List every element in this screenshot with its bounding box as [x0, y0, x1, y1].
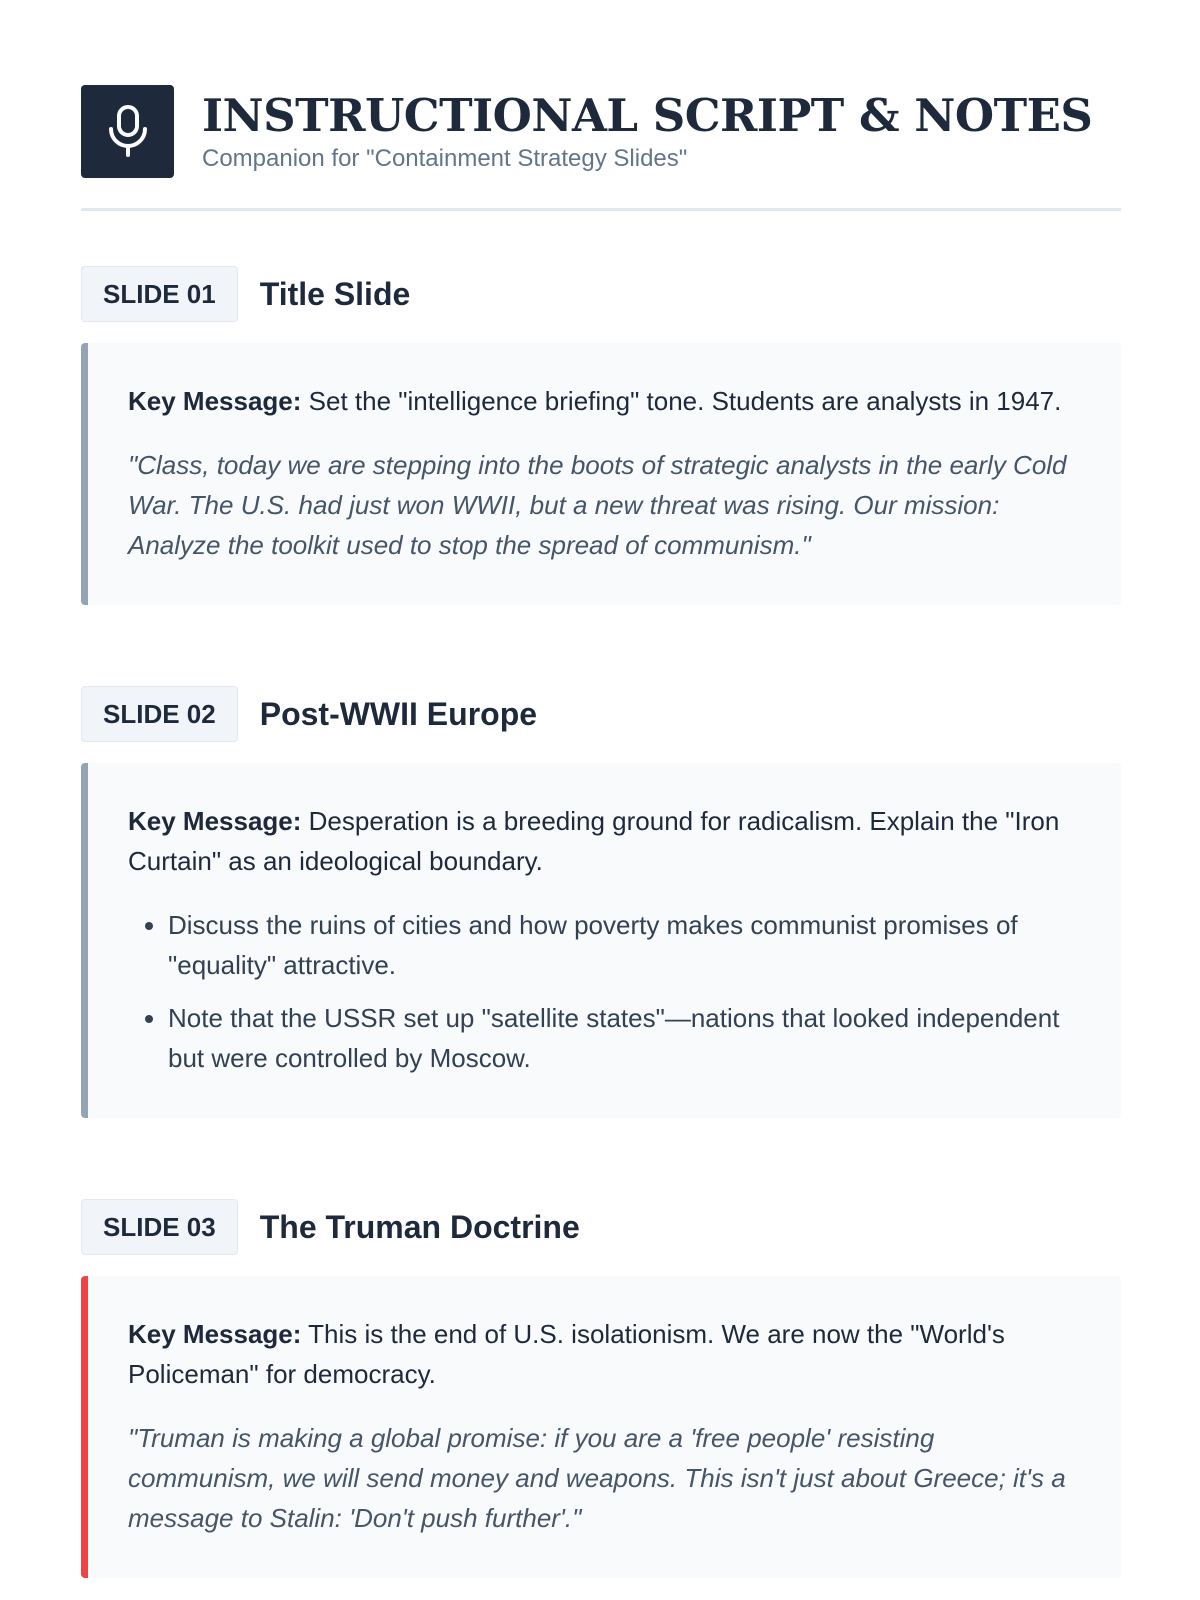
key-message	[128, 381, 1081, 421]
slide-badge: SLIDE 02	[81, 686, 238, 742]
script-quote: "Truman is making a global promise: if you are a 'free people' resisting communism, we will send money and weapons. This isn't just about Greece; it's a message to Stalin: 'Don't push further'."	[128, 1423, 1066, 1533]
key-message-text: Set the "intelligence briefing" tone. Students are analysts in 1947.	[301, 386, 1062, 416]
key-message-text: This is the end of U.S. isolationism. We are now the "World's Policeman" for democracy.	[128, 1319, 1005, 1389]
key-message-text: Desperation is a breeding ground for radicalism. Explain the "Iron Curtain" as an ideological boundary.	[128, 806, 1060, 876]
slide-section-03	[81, 1198, 1121, 1578]
slide-header	[81, 265, 1121, 323]
slide-badge: SLIDE 03	[81, 1199, 238, 1255]
slide-title: Post-WWII Europe	[259, 695, 538, 732]
slide-section-02	[81, 685, 1121, 1118]
header-text	[202, 88, 1092, 174]
slide-title: Title Slide	[259, 275, 411, 312]
page-title: INSTRUCTIONAL SCRIPT & NOTES	[202, 89, 1093, 142]
slide-header	[81, 1198, 1121, 1256]
slide-badge: SLIDE 01	[81, 266, 238, 322]
note-card-alert	[81, 1276, 1121, 1578]
note-card	[81, 763, 1121, 1118]
key-message-label: Key Message:	[128, 1319, 302, 1349]
key-message	[128, 801, 1081, 881]
note-card	[81, 343, 1121, 605]
talking-points-list	[128, 905, 1081, 1078]
page-subtitle: Companion for "Containment Strategy Slides"	[202, 145, 688, 172]
list-item: • Discuss the ruins of cities and how poverty makes communist promises of "equality" attractive.	[168, 905, 1081, 985]
slide-title: The Truman Doctrine	[259, 1208, 580, 1245]
microphone-icon	[81, 85, 174, 178]
slide-header	[81, 685, 1121, 743]
document-header	[81, 84, 1121, 178]
header-divider	[81, 208, 1121, 211]
script-quote: "Class, today we are stepping into the boots of strategic analysts in the early Cold War. The U.S. had just won WWII, but a new threat was rising. Our mission: Analyze the toolkit used to stop the spread of communism."	[128, 450, 1067, 560]
list-item: • Note that the USSR set up "satellite states"—nations that looked independent but were controlled by Moscow.	[168, 998, 1081, 1078]
slide-section-01	[81, 265, 1121, 605]
key-message-label: Key Message:	[128, 386, 302, 416]
notes-document	[81, 84, 1121, 1578]
key-message	[128, 1314, 1081, 1394]
key-message-label: Key Message:	[128, 806, 302, 836]
